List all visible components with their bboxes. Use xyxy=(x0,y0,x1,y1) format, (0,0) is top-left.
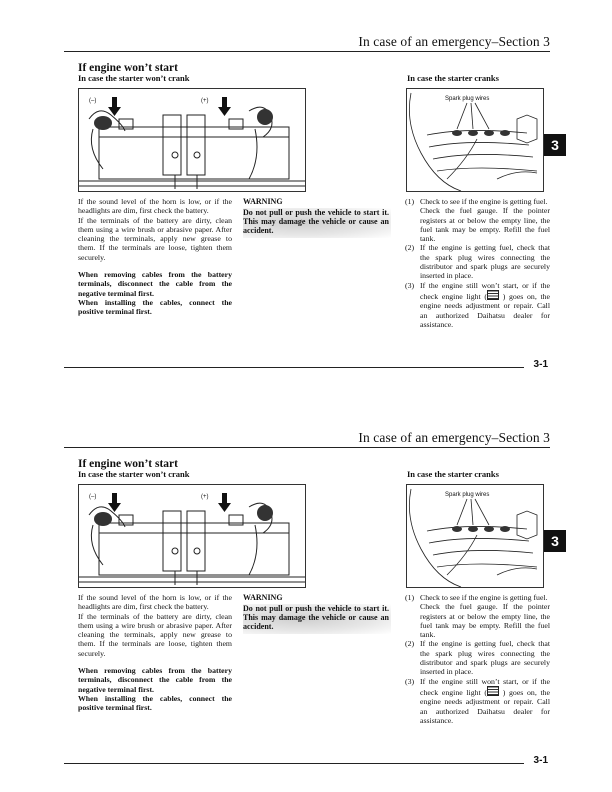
engine-drawing xyxy=(407,485,543,587)
battery-para-1: If the sound level of the horn is low, or if the headlights are dim, first check the battery. xyxy=(78,593,232,612)
battery-illustration xyxy=(78,484,306,588)
check-engine-icon xyxy=(487,686,499,696)
header-rule xyxy=(64,51,550,52)
page-number: 3-1 xyxy=(533,755,548,766)
section-tab: 3 xyxy=(544,134,566,156)
positive-terminal-label: (+) xyxy=(201,98,209,104)
battery-instructions xyxy=(78,197,232,317)
main-heading: If engine won’t start xyxy=(78,62,178,74)
battery-removal-note: When removing cables from the battery terminals, disconnect the cable from the negative terminal first. xyxy=(78,270,232,298)
header-rule xyxy=(64,447,550,448)
item-number: (1) xyxy=(405,197,415,206)
down-arrow-icon xyxy=(218,97,231,116)
list-item xyxy=(405,281,550,329)
spark-plug-illustration xyxy=(406,484,544,588)
item-continuation: Check the fuel gauge. If the pointer registers at or below the empty line, the fuel tank may be empty. Refill the fuel tank. xyxy=(420,206,550,244)
warning-title: WARNING xyxy=(243,197,283,206)
section-tab: 3 xyxy=(544,530,566,552)
subheading-starter-wont-crank: In case the starter won’t crank xyxy=(78,469,190,479)
starter-cranks-instructions xyxy=(405,197,550,329)
page-copy-bottom xyxy=(0,396,612,792)
warning-text: Do not pull or push the vehicle to start it. This may damage the vehicle or cause an accident. xyxy=(243,208,389,235)
item-text: If the engine is getting fuel, check that the spark plug wires connecting the distributor and spark plugs are securely inserted in place. xyxy=(420,243,550,281)
subheading-starter-wont-crank: In case the starter won’t crank xyxy=(78,73,190,83)
list-item xyxy=(405,677,550,725)
battery-drawing xyxy=(79,485,305,587)
section-title: In case of an emergency–Section 3 xyxy=(358,430,550,445)
section-title: In case of an emergency–Section 3 xyxy=(358,34,550,49)
battery-para-1: If the sound level of the horn is low, or if the headlights are dim, first check the battery. xyxy=(78,197,232,216)
item-number: (2) xyxy=(405,639,415,649)
warning-box xyxy=(243,197,391,241)
footer-rule xyxy=(64,763,524,764)
battery-instructions xyxy=(78,593,232,713)
item-continuation: Check the fuel gauge. If the pointer registers at or below the empty line, the fuel tank may be empty. Refill the fuel tank. xyxy=(420,602,550,640)
subheading-starter-cranks: In case the starter cranks xyxy=(407,469,499,479)
item-text: Check to see if the engine is getting fuel. xyxy=(420,593,548,602)
item-text: Check to see if the engine is getting fuel. xyxy=(420,197,548,206)
item-text: If the engine is getting fuel, check that the spark plug wires connecting the distributor and spark plugs are securely inserted in place. xyxy=(420,639,550,677)
list-item xyxy=(405,639,550,676)
battery-install-note: When installing the cables, connect the positive terminal first. xyxy=(78,693,232,713)
battery-install-note: When installing the cables, connect the positive terminal first. xyxy=(78,297,232,317)
down-arrow-icon xyxy=(108,493,121,512)
spark-plug-wires-label: Spark plug wires xyxy=(445,492,490,498)
spark-plug-illustration xyxy=(406,88,544,192)
down-arrow-icon xyxy=(108,97,121,116)
item-text-before-icon: If the engine still won’t start, or if the check engine light ( xyxy=(420,676,550,697)
starter-cranks-instructions xyxy=(405,593,550,725)
item-number: (3) xyxy=(405,676,415,686)
battery-drawing xyxy=(79,89,305,191)
item-number: (1) xyxy=(405,593,415,602)
negative-terminal-label: (–) xyxy=(89,98,97,104)
battery-removal-note: When removing cables from the battery terminals, disconnect the cable from the negative terminal first. xyxy=(78,666,232,694)
down-arrow-icon xyxy=(218,493,231,512)
battery-para-2: If the terminals of the battery are dirty, clean them using a wire brush or abrasive paper. After cleaning the terminals, apply new grease to them. If the terminals are loose, tighten them securely. xyxy=(78,611,232,658)
footer-rule xyxy=(64,367,524,368)
item-text-after-icon: ) goes on, the engine needs adjustment or repair. Call an authorized Daihatsu dealer for assistance. xyxy=(420,291,551,329)
item-text-before-icon: If the engine still won’t start, or if the check engine light ( xyxy=(420,280,550,301)
battery-para-2: If the terminals of the battery are dirty, clean them using a wire brush or abrasive paper. After cleaning the terminals, apply new grease to them. If the terminals are loose, tighten them securely. xyxy=(78,215,232,262)
warning-box xyxy=(243,593,391,637)
item-text-after-icon: ) goes on, the engine needs adjustment or repair. Call an authorized Daihatsu dealer for assistance. xyxy=(420,687,551,725)
page-number: 3-1 xyxy=(533,359,548,370)
battery-illustration xyxy=(78,88,306,192)
spark-plug-wires-label: Spark plug wires xyxy=(445,96,490,102)
positive-terminal-label: (+) xyxy=(201,494,209,500)
engine-drawing xyxy=(407,89,543,191)
list-item xyxy=(405,197,550,243)
list-item xyxy=(405,593,550,639)
check-engine-icon xyxy=(487,290,499,300)
main-heading: If engine won’t start xyxy=(78,458,178,470)
warning-text: Do not pull or push the vehicle to start it. This may damage the vehicle or cause an accident. xyxy=(243,604,389,631)
list-item xyxy=(405,243,550,280)
item-number: (3) xyxy=(405,280,415,290)
warning-title: WARNING xyxy=(243,593,283,602)
negative-terminal-label: (–) xyxy=(89,494,97,500)
item-number: (2) xyxy=(405,243,415,253)
subheading-starter-cranks: In case the starter cranks xyxy=(407,73,499,83)
